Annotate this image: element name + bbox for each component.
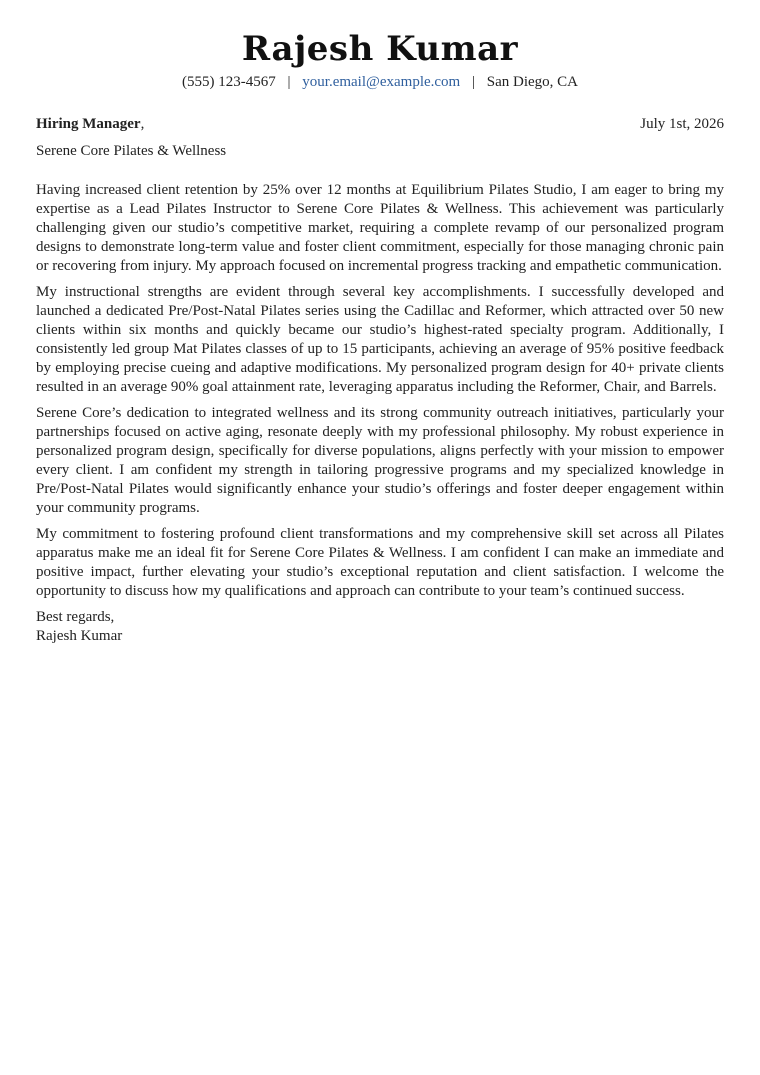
contact-line	[36, 72, 724, 92]
closing-salutation: Best regards,	[36, 609, 115, 625]
letter-body	[36, 181, 724, 601]
email-link[interactable]: your.email@example.com	[302, 74, 461, 90]
body-paragraph: Having increased client retention by 25% over 12 months at Equilibrium Pilates Studio, I am eager to bring my expertise as a Lead Pilates Instructor to Serene Core Pilates & Wellness. This achievement was particularly challenging given our studio’s competitive market, requiring a complete revamp of our personalized program designs to demonstrate long-term value and foster client commitment, especially for those managing chronic pain or recovering from injury. My approach focused on incremental progress tracking and empathetic communication.	[36, 182, 724, 274]
closing-block	[36, 608, 724, 646]
recipient	[36, 114, 144, 134]
contact-separator: |	[287, 74, 291, 90]
signature-name: Rajesh Kumar	[36, 628, 123, 644]
letter-date: July 1st, 2026	[640, 116, 724, 132]
company-name: Serene Core Pilates & Wellness	[36, 143, 227, 159]
applicant-name: Rajesh Kumar	[241, 29, 519, 69]
body-paragraph: My commitment to fostering profound client transformations and my comprehensive skill set across all Pilates apparatus make me an ideal fit for Serene Core Pilates & Wellness. I am confident I can make an immediate and positive impact, further elevating your studio’s exceptional reputation and client satisfaction. I welcome the opportunity to discuss how my qualifications and approach can contribute to your team’s continued success.	[36, 526, 724, 599]
location: San Diego, CA	[486, 74, 578, 90]
body-paragraph: Serene Core’s dedication to integrated wellness and its strong community outreach initiatives, particularly your partnerships focused on active aging, resonate deeply with my professional philosophy. My robust experience in personalized program design, specifically for diverse populations, aligns perfectly with your mission to empower every client. I am confident my strength in tailoring progressive programs and my specialized knowledge in Pre/Post-Natal Pilates would significantly enhance your studio’s offerings and foster deeper engagement within your community programs.	[36, 405, 724, 516]
phone-number: (555) 123-4567	[182, 74, 276, 90]
body-paragraph: My instructional strengths are evident through several key accomplishments. I successfully developed and launched a dedicated Pre/Post-Natal Pilates series using the Cadillac and Reformer, which attracted over 50 new clients within six months and quickly became our studio’s highest-rated specialty program. Additionally, I consistently led group Mat Pilates classes of up to 15 participants, achieving an average of 95% positive feedback by employing precise cueing and adaptive modifications. My personalized program design for 40+ private clients resulted in an average 90% goal attainment rate, leveraging apparatus including the Reformer, Chair, and Barrels.	[36, 284, 724, 395]
recipient-comma: ,	[140, 116, 145, 132]
recipient-date-row	[36, 114, 724, 134]
contact-separator: |	[471, 74, 475, 90]
recipient-name: Hiring Manager	[36, 116, 141, 132]
